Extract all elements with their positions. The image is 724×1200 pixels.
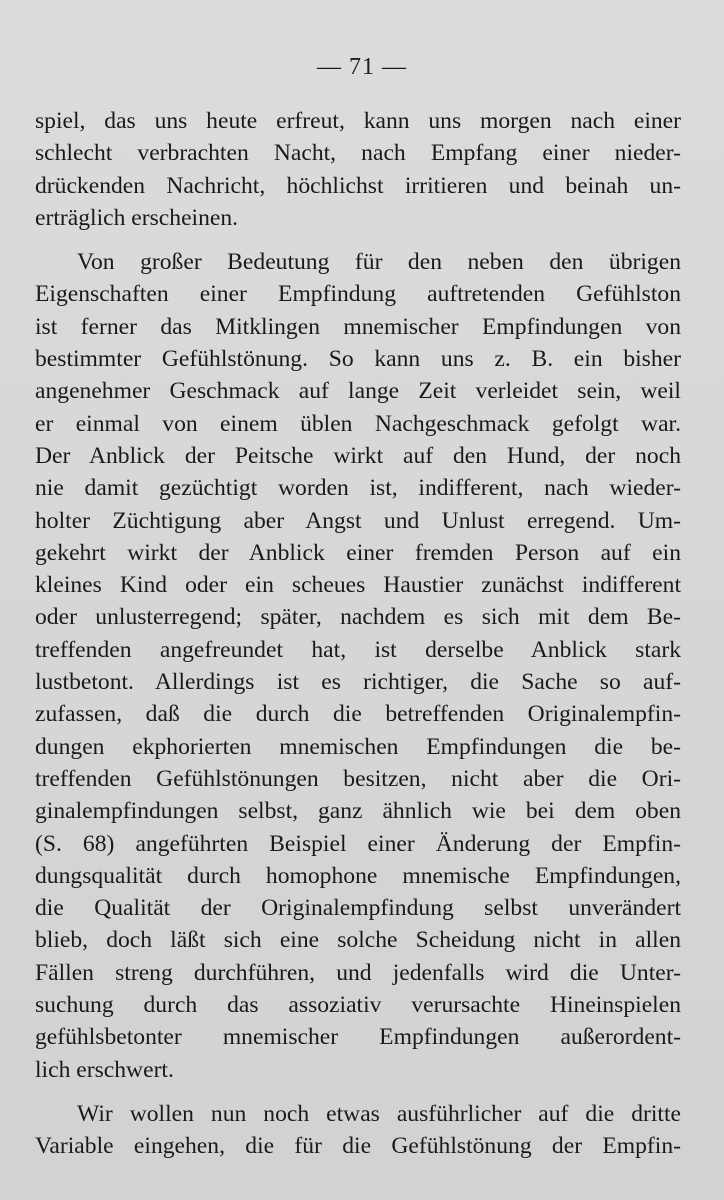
text-line: schlecht verbrachten Nacht, nach Empfang einer nieder- xyxy=(35,140,681,167)
text-line: blieb, doch läßt sich eine solche Scheidung nicht in allen xyxy=(35,927,681,954)
text-line: zufassen, daß die durch die betreffenden Originalempfin- xyxy=(35,701,681,728)
text-line: drückenden Nachricht, höchlichst irritieren und beinah un- xyxy=(35,172,681,199)
text-line: treffenden angefreundet hat, ist derselbe Anblick stark xyxy=(35,636,681,663)
text-line: treffenden Gefühlstönungen besitzen, nicht aber die Ori- xyxy=(35,765,681,792)
text-line: (S. 68) angeführten Beispiel einer Änderung der Empfin- xyxy=(35,830,681,857)
text-line: gekehrt wirkt der Anblick einer fremden Person auf ein xyxy=(35,539,681,566)
text-line: lich erschwert. xyxy=(35,1056,174,1083)
text-line: nie damit gezüchtigt worden ist, indifferent, nach wieder- xyxy=(35,475,681,502)
body-text xyxy=(35,105,681,1163)
text-line: bestimmter Gefühlstönung. So kann uns z. B. ein bisher xyxy=(35,346,681,373)
text-line: Von großer Bedeutung für den neben den übrigen xyxy=(77,249,681,276)
text-line: erträglich erscheinen. xyxy=(35,204,239,231)
text-line: Der Anblick der Peitsche wirkt auf den Hund, der noch xyxy=(35,442,681,469)
text-line: lustbetont. Allerdings ist es richtiger, die Sache so auf- xyxy=(35,669,681,696)
text-line: dungen ekphorierten mnemischen Empfindungen die be- xyxy=(35,733,681,760)
paragraph-3 xyxy=(35,1098,681,1163)
text-line: angenehmer Geschmack auf lange Zeit verleidet sein, weil xyxy=(35,378,681,405)
text-line: Wir wollen nun noch etwas ausführlicher auf die dritte xyxy=(77,1100,681,1127)
text-line: er einmal von einem üblen Nachgeschmack gefolgt war. xyxy=(35,410,681,437)
text-line: dungsqualität durch homophone mnemische Empfindungen, xyxy=(35,862,681,889)
page-number: — 71 — xyxy=(317,54,407,80)
text-line: ist ferner das Mitklingen mnemischer Empfindungen von xyxy=(35,313,681,340)
text-line: Fällen streng durchführen, und jedenfalls wird die Unter- xyxy=(35,959,681,986)
text-line: gefühlsbetonter mnemischer Empfindungen außerordent- xyxy=(35,1024,681,1051)
text-line: kleines Kind oder ein scheues Haustier zunächst indifferent xyxy=(35,572,681,599)
paragraph-1 xyxy=(35,105,681,234)
text-line: ginalempfindungen selbst, ganz ähnlich wie bei dem oben xyxy=(35,798,681,825)
text-line: Eigenschaften einer Empfindung auftretenden Gefühlston xyxy=(35,281,681,308)
text-line: die Qualität der Originalempfindung selbst unverändert xyxy=(35,895,681,922)
paragraph-2 xyxy=(35,246,681,1086)
text-line: oder unlusterregend; später, nachdem es sich mit dem Be- xyxy=(35,604,681,631)
text-line: holter Züchtigung aber Angst und Unlust erregend. Um- xyxy=(35,507,681,534)
text-line: Variable eingehen, die für die Gefühlstönung der Empfin- xyxy=(35,1133,681,1160)
text-line: spiel, das uns heute erfreut, kann uns morgen nach einer xyxy=(35,108,681,134)
text-line: suchung durch das assoziativ verursachte Hineinspielen xyxy=(35,992,681,1019)
